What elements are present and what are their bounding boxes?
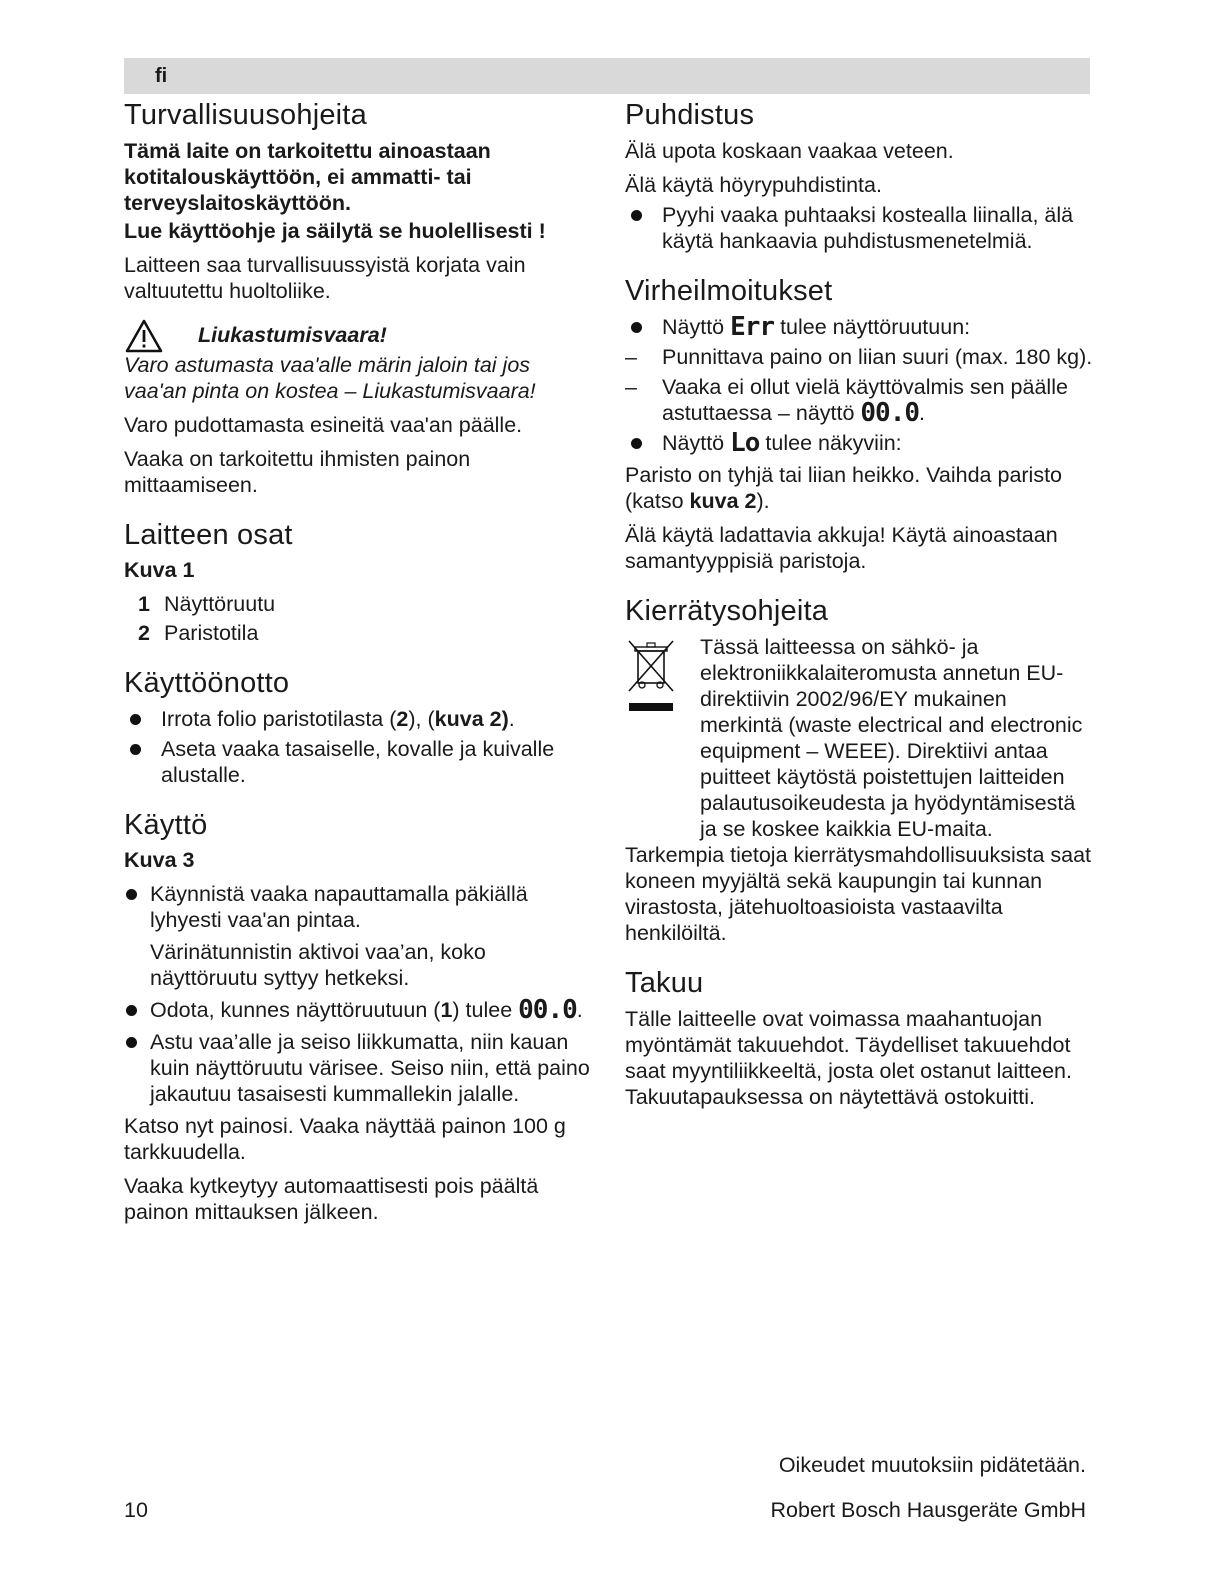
setup-section [124, 666, 594, 788]
errors-section [625, 274, 1095, 574]
use-section [124, 808, 594, 1225]
safety-repair: Laitteen saa turvallisuussyistä korjata vain valtuutettu huoltoliike. [124, 253, 526, 303]
warranty-section [625, 966, 1095, 1110]
list-item: – Vaaka ei ollut vielä käyttövalmis sen päälle astuttaessa – näyttö 00.0. [625, 375, 1068, 428]
list-item: 1 Näyttöruutu [138, 592, 276, 616]
dash-mark: – [625, 375, 637, 399]
use-figure: Kuva 3 [124, 848, 195, 872]
cleaning-p2: Älä käytä höyrypuhdistinta. [625, 173, 882, 197]
errors-list [625, 314, 1095, 456]
warning-title: Liukastumisvaara! [198, 323, 387, 347]
list-item: Aseta vaaka tasaiselle, kovalle ja kuivalle alustalle. [124, 736, 594, 788]
language-bar [124, 58, 1090, 94]
use-list [124, 881, 594, 1107]
slip-warning [124, 318, 594, 352]
recycling-more: Tarkempia tietoja kierrätysmahdollisuuksista saat koneen myyjältä sekä kaupungin tai kunnan virastosta, jätehuoltoasioista vastaavilta henkilöiltä. [625, 843, 1092, 945]
left-column [124, 98, 594, 1233]
right-column [625, 98, 1095, 1118]
warranty-text: Tälle laitteelle ovat voimassa maahantuojan myöntämät takuuehdot. Täydelliset takuuehdot saat myyntiliikkeeltä, josta olet ostanut laitteen. Takuutapauksessa on näytettävä ostokuitti. [625, 1007, 1072, 1109]
parts-title: Laitteen osat [124, 519, 293, 551]
use-title: Käyttö [124, 809, 208, 841]
cleaning-list [625, 202, 1095, 254]
parts-section [124, 518, 594, 646]
lcd-display: Err [730, 312, 775, 342]
weee-bin-icon [625, 637, 677, 717]
warning-text: Varo astumasta vaa'alle märin jaloin tai jos vaa'an pinta on kostea – Liukastumisvaara! [124, 353, 536, 403]
lcd-display: Lo [730, 428, 760, 458]
list-item: Pyyhi vaaka puhtaaksi kostealla liinalla, älä käytä hankaavia puhdistusmenetelmiä. [625, 202, 1095, 254]
list-item: 2 Paristotila [138, 621, 259, 645]
parts-list [124, 591, 594, 646]
list-item: Astu vaa’alle ja seiso liikkumatta, niin kauan kuin näyttöruutu värisee. Seiso niin, että paino jakautuu tasaisesti kummallekin jalalle. [124, 1029, 594, 1107]
setup-list [124, 706, 594, 788]
safety-bold-intro: Tämä laite on tarkoitettu ainoastaan kotitalouskäyttöön, ei ammatti- tai terveyslaitoskäyttöön. [124, 139, 491, 215]
list-item: Käynnistä vaaka napauttamalla päkiällä lyhyesti vaa'an pintaa. Värinätunnistin aktivoi vaa’an, koko näyttöruutu syttyy hetkeksi. [124, 881, 594, 991]
lcd-display: 00.0 [518, 995, 577, 1025]
use-result: Katso nyt painosi. Vaaka näyttää painon 100 g tarkkuudella. [124, 1114, 566, 1164]
list-item: Näyttö Err tulee näyttöruutuun: [625, 314, 1095, 340]
warning-triangle-icon [124, 318, 164, 354]
lcd-display: 00.0 [860, 398, 920, 428]
safety-drop: Varo pudottamasta esineitä vaa'an päälle. [124, 413, 523, 437]
setup-title: Käyttöönotto [124, 667, 290, 699]
list-item: Odota, kunnes näyttöruutuun (1) tulee 00.0. [124, 997, 594, 1023]
footer-rights: Oikeudet muutoksiin pidätetään. [778, 1453, 1086, 1477]
recycling-weee [625, 634, 1095, 842]
safety-purpose: Vaaka on tarkoitettu ihmisten painon mittaamiseen. [124, 447, 471, 497]
safety-bold-read: Lue käyttöohje ja säilytä se huolellisesti ! [124, 219, 546, 243]
warranty-title: Takuu [625, 967, 704, 999]
recycling-title: Kierrätysohjeita [625, 595, 829, 627]
cleaning-title: Puhdistus [625, 99, 755, 131]
use-step1-note: Värinätunnistin aktivoi vaa’an, koko näyttöruutu syttyy hetkeksi. [150, 940, 486, 990]
page-number: 10 [124, 1498, 148, 1522]
language-code: fi [155, 65, 168, 87]
list-item: Näyttö Lo tulee näkyviin: [625, 430, 1095, 456]
dash-mark: – [625, 345, 637, 369]
list-item: – Punnittava paino on liian suuri (max. 180 kg). [625, 345, 1093, 369]
cleaning-p1: Älä upota koskaan vaakaa veteen. [625, 139, 954, 163]
parts-figure: Kuva 1 [124, 558, 195, 582]
recycling-section [625, 594, 1095, 946]
errors-title: Virheilmoitukset [625, 275, 833, 307]
recycling-weee-text: Tässä laitteessa on sähkö- ja elektroniikkalaiteromusta annetun EU-direktiivin 2002/96/EY mukainen merkintä (waste electrical and electronic equipment – WEEE). Direktiivi antaa puitteet käytöstä poistettujen laitteiden palautusoikeudesta ja hyödyntämisestä ja se koskee kaikkia EU-maita. [700, 635, 1083, 841]
safety-title: Turvallisuusohjeita [124, 99, 367, 131]
list-item: Irrota folio paristotilasta (2), (kuva 2). [124, 706, 594, 732]
use-auto-off: Vaaka kytkeytyy automaattisesti pois päältä painon mittauksen jälkeen. [124, 1174, 539, 1224]
errors-no-recharge: Älä käytä ladattavia akkuja! Käytä ainoastaan samantyyppisiä paristoja. [625, 523, 1058, 573]
errors-battery: Paristo on tyhjä tai liian heikko. Vaihda paristo (katso kuva 2). [625, 463, 1063, 513]
footer-company: Robert Bosch Hausgeräte GmbH [770, 1498, 1086, 1522]
